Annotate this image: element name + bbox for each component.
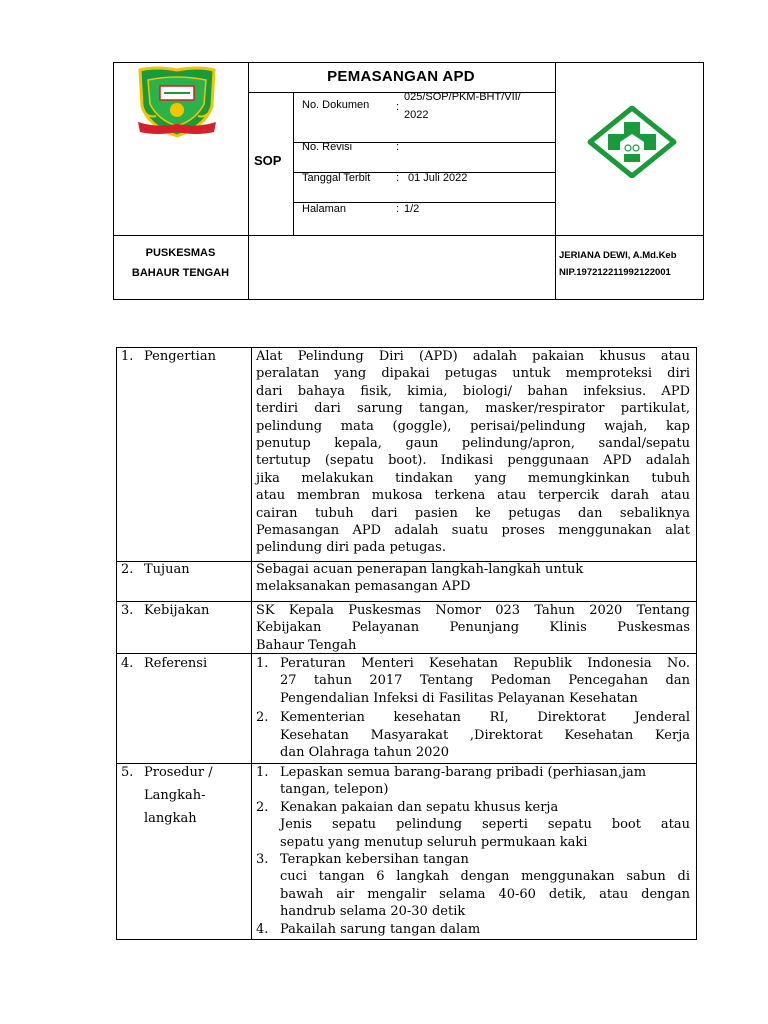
field-value-no-dokumen-2: 2022 bbox=[404, 109, 429, 121]
puskesmas-logo bbox=[586, 106, 678, 178]
field-label-no-revisi: No. Revisi bbox=[302, 141, 353, 153]
list-number: 2. bbox=[256, 710, 269, 726]
text-line: Lepaskan semua barang-barang pribadi (perhiasan,jam bbox=[280, 765, 647, 780]
text-line: cairan tubuh dari pasien ke petugas dan sebaliknya bbox=[256, 505, 690, 521]
list-item bbox=[256, 709, 690, 761]
text-line: Pengendalian Infeksi di Fasilitas Pelayanan Kesehatan bbox=[280, 690, 638, 706]
field-value-tanggal-terbit: 01 Juli 2022 bbox=[408, 172, 468, 184]
section-label-prosedur-1: Prosedur / bbox=[144, 765, 213, 780]
section-number: 3. bbox=[121, 603, 134, 618]
section-number: 5. bbox=[121, 765, 134, 780]
field-label-tanggal-terbit: Tanggal Terbit bbox=[302, 172, 371, 184]
list-number: 2. bbox=[256, 799, 269, 815]
list-number: 1. bbox=[256, 656, 269, 671]
text-line: sepatu yang menutup seluruh permukaan kaki bbox=[280, 834, 588, 850]
text-line: dan Olahraga tahun 2020 bbox=[280, 745, 449, 761]
text-line: peralatan yang dipakai petugas untuk memproteksi diri bbox=[256, 366, 690, 382]
text-line: Bahaur Tengah bbox=[256, 637, 357, 653]
list-number: 4. bbox=[256, 921, 269, 937]
document-title: PEMASANGAN APD bbox=[327, 68, 475, 85]
text-line: penutup kepala, gaun pelindung/apron, sandal/sepatu bbox=[256, 436, 690, 452]
list-item bbox=[256, 921, 690, 938]
text-line: Pemasangan APD adalah suatu proses menggunakan alat bbox=[256, 523, 690, 539]
list-item bbox=[256, 799, 690, 851]
section-label-referensi: Referensi bbox=[144, 656, 208, 671]
puskesmas-cross-icon bbox=[586, 106, 678, 178]
regional-emblem-icon bbox=[136, 66, 218, 138]
text-line: tertutup (sepatu boot). Indikasi penggunaan APD adalah bbox=[256, 453, 690, 469]
text-line: Terapkan kebersihan tangan bbox=[280, 852, 469, 868]
text-line: SK Kepala Puskesmas Nomor 023 Tahun 2020 Tentang bbox=[256, 603, 690, 618]
referensi-list bbox=[256, 655, 690, 761]
signer-name: JERIANA DEWI, A.Md.Keb bbox=[559, 250, 677, 261]
text-line: pelindung mata (goggle), perisai/pelindung wajah, kap bbox=[256, 418, 690, 434]
field-label-halaman: Halaman bbox=[302, 203, 347, 215]
text-line: 27 tahun 2017 Tentang Pedoman Pencegahan dan bbox=[280, 673, 690, 689]
list-item bbox=[256, 851, 690, 921]
text-line: Kesehatan Masyarakat ,Direktorat Kesehatan Kerja bbox=[280, 727, 690, 743]
text-line: dari bahaya fisik, kimia, biologi/ bahan infeksius. APD bbox=[256, 383, 690, 399]
section-label-prosedur-3: langkah bbox=[144, 811, 197, 826]
prosedur-list bbox=[256, 764, 690, 938]
text-line: cuci tangan 6 langkah dengan menggunakan sabun di bbox=[280, 869, 690, 885]
text-line: Alat Pelindung Diri (APD) adalah pakaian khusus atau bbox=[256, 349, 690, 364]
signer-nip: NIP.197212211992122001 bbox=[559, 267, 671, 278]
section-label-pengertian: Pengertian bbox=[144, 349, 216, 364]
text-line: Pakailah sarung tangan dalam bbox=[280, 921, 481, 937]
field-sep: : bbox=[396, 172, 400, 184]
text-line: pelindung diri pada petugas. bbox=[256, 540, 446, 556]
text-line: Kenakan pakaian dan sepatu khusus kerja bbox=[280, 799, 559, 815]
text-line: melaksanakan pemasangan APD bbox=[256, 579, 471, 595]
text-line: jika melakukan tindakan yang memungkinkan tubuh bbox=[256, 470, 690, 486]
list-item bbox=[256, 764, 690, 799]
text-line: Sebagai acuan penerapan langkah-langkah untuk bbox=[256, 562, 584, 577]
section-label-prosedur-2: Langkah- bbox=[144, 788, 206, 803]
field-sep: : bbox=[396, 141, 400, 153]
text-line: atau membran mukosa terkena atau terpercik darah atau bbox=[256, 488, 690, 504]
text-line: handrub selama 20-30 detik bbox=[280, 904, 466, 920]
list-item bbox=[256, 655, 690, 707]
list-number: 1. bbox=[256, 765, 269, 780]
field-sep: : bbox=[396, 101, 400, 113]
text-line: bawah air mengalir selama 40-60 detik, atau dengan bbox=[280, 886, 690, 902]
text-line: tangan, telepon) bbox=[280, 782, 389, 798]
text-line: terdiri dari sarung tangan, masker/respirator partikulat, bbox=[256, 401, 690, 417]
field-value-no-dokumen-1: 025/SOP/PKM-BHT/VII/ bbox=[404, 91, 521, 103]
section-number: 1. bbox=[121, 349, 134, 364]
field-label-no-dokumen: No. Dokumen bbox=[302, 99, 370, 111]
section-label-kebijakan: Kebijakan bbox=[144, 603, 210, 618]
tujuan-text bbox=[256, 561, 690, 596]
regional-emblem-logo bbox=[136, 66, 218, 138]
list-number: 3. bbox=[256, 852, 269, 868]
kebijakan-text bbox=[256, 602, 690, 654]
text-line: Peraturan Menteri Kesehatan Republik Indonesia No. bbox=[280, 656, 690, 671]
text-line: Kementerian kesehatan RI, Direktorat Jenderal bbox=[280, 710, 690, 726]
pengertian-text bbox=[256, 348, 690, 557]
text-line: Jenis sepatu pelindung seperti sepatu boot atau bbox=[280, 817, 690, 833]
text-line: Kebijakan Pelayanan Penunjang Klinis Puskesmas bbox=[256, 620, 690, 636]
section-number: 2. bbox=[121, 562, 134, 577]
institution-name-line2: BAHAUR TENGAH bbox=[131, 267, 230, 279]
field-sep: : bbox=[396, 203, 400, 215]
sop-label: SOP bbox=[254, 153, 282, 168]
field-value-halaman: 1/2 bbox=[404, 203, 420, 215]
institution-name-line1: PUSKESMAS bbox=[145, 247, 216, 259]
section-number: 4. bbox=[121, 656, 134, 671]
section-label-tujuan: Tujuan bbox=[144, 562, 190, 577]
